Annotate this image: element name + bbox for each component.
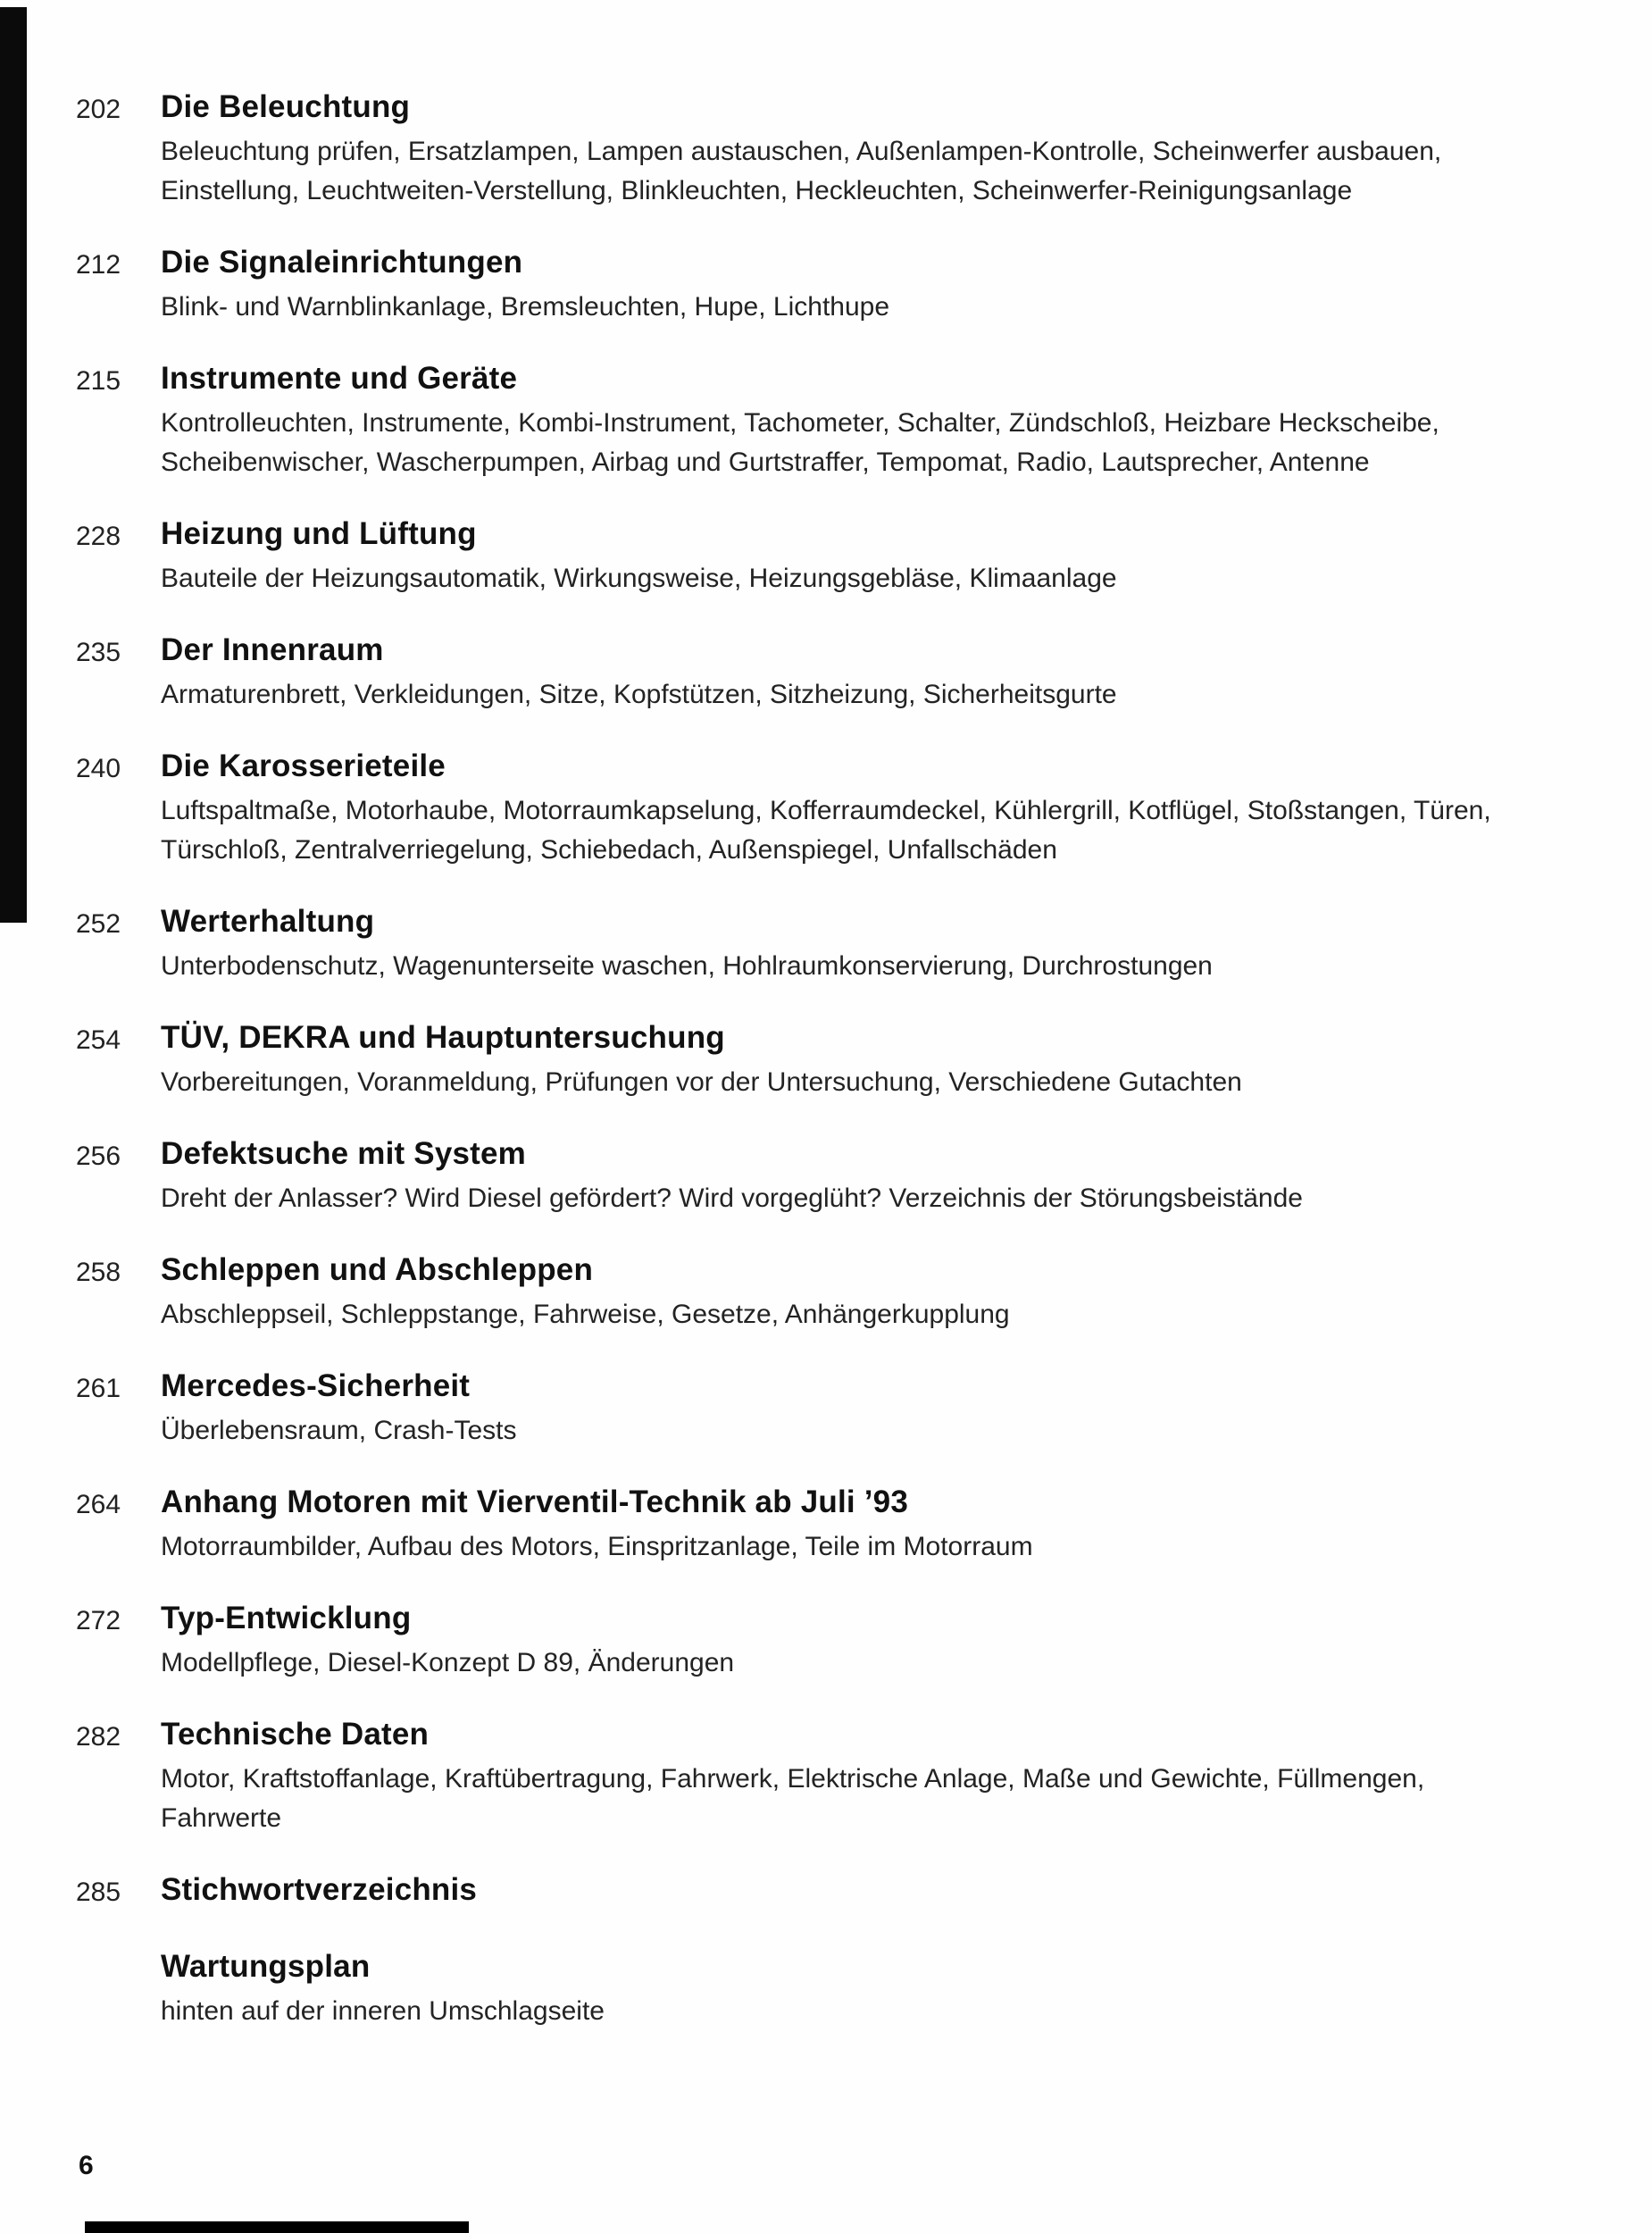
toc-entry [76, 245, 1509, 327]
toc-entry-description: Blink- und Warnblinkanlage, Bremsleuchten, Hupe, Lichthupe [161, 292, 890, 322]
toc-entry [76, 1949, 1509, 2031]
toc-entry-title: Technische Daten [161, 1717, 430, 1752]
toc-entry-page-number: 235 [76, 638, 121, 667]
toc-entry-content [161, 245, 1509, 327]
toc-entry-page-number: 254 [76, 1025, 121, 1055]
toc-entry-title: TÜV, DEKRA und Hauptuntersuchung [161, 1020, 725, 1055]
toc-entry-page-number: 202 [76, 95, 121, 124]
toc-entry-title: Stichwortverzeichnis [161, 1872, 478, 1907]
toc-entry-page-number: 285 [76, 1878, 121, 1907]
toc-entry-page-number: 261 [76, 1374, 121, 1403]
toc-entry-content [161, 361, 1509, 482]
toc-entry-description: Kontrolleuchten, Instrumente, Kombi-Instrument, Tachometer, Schalter, Zündschloß, Heizbare Heckscheibe, Scheibenwischer, Wascherpumpen, Airbag und Gurtstraffer, Tempomat, Radio, Lautsprecher, Antenne [161, 408, 1439, 477]
toc-entry-page-number: 264 [76, 1490, 121, 1519]
toc-entry-content [161, 89, 1509, 211]
toc-entry [76, 1872, 1509, 1915]
toc-entry-content [161, 1252, 1509, 1334]
toc-entry-page-number: 258 [76, 1258, 121, 1287]
toc-entry [76, 1717, 1509, 1838]
toc-entry-title: Der Innenraum [161, 632, 384, 667]
toc-entry [76, 904, 1509, 986]
toc-entry [76, 1368, 1509, 1451]
toc-entry-page-number: 272 [76, 1606, 121, 1635]
toc-entry-description: Luftspaltmaße, Motorhaube, Motorraumkapselung, Kofferraumdeckel, Kühlergrill, Kotflügel, Stoßstangen, Türen, Türschloß, Zentralverriegelung, Schiebedach, Außenspiegel, Unfallschäden [161, 796, 1491, 865]
toc-entry-page-number: 228 [76, 522, 121, 551]
toc-entry [76, 89, 1509, 211]
toc-entry [76, 632, 1509, 715]
toc-entry-content [161, 1020, 1509, 1102]
toc-entry-title: Werterhaltung [161, 904, 375, 939]
toc-entry-content [161, 632, 1509, 715]
toc-entry-title: Anhang Motoren mit Vierventil-Technik ab Juli ’93 [161, 1484, 908, 1519]
toc-entry-description: Motor, Kraftstoffanlage, Kraftübertragung, Fahrwerk, Elektrische Anlage, Maße und Gewichte, Füllmengen, Fahrwerte [161, 1764, 1425, 1833]
toc-entry-description: Dreht der Anlasser? Wird Diesel gefördert? Wird vorgeglüht? Verzeichnis der Störungsbeistände [161, 1183, 1303, 1213]
toc-entry-title: Wartungsplan [161, 1949, 371, 1984]
toc-entry-page-number: 240 [76, 754, 121, 783]
toc-entry-title: Instrumente und Geräte [161, 361, 518, 396]
toc-entry-content [161, 1484, 1509, 1567]
toc-list [76, 89, 1509, 2031]
toc-entry-description: Beleuchtung prüfen, Ersatzlampen, Lampen austauschen, Außenlampen-Kontrolle, Scheinwerfer ausbauen, Einstellung, Leuchtweiten-Verstellung, Blinkleuchten, Heckleuchten, Scheinwerfer-Reinigungsanlage [161, 137, 1442, 205]
toc-entry-title: Mercedes-Sicherheit [161, 1368, 471, 1403]
toc-entry [76, 1136, 1509, 1218]
toc-entry-content [161, 1872, 1509, 1915]
toc-entry-title: Typ-Entwicklung [161, 1601, 412, 1635]
toc-entry-description: Motorraumbilder, Aufbau des Motors, Einspritzanlage, Teile im Motorraum [161, 1532, 1033, 1561]
toc-entry-content [161, 516, 1509, 598]
toc-entry [76, 361, 1509, 482]
toc-entry-description: Abschleppseil, Schleppstange, Fahrweise, Gesetze, Anhängerkupplung [161, 1300, 1010, 1329]
toc-entry-content [161, 1601, 1509, 1683]
toc-entry-description: Überlebensraum, Crash-Tests [161, 1416, 517, 1445]
toc-entry [76, 1252, 1509, 1334]
toc-entry-description: Armaturenbrett, Verkleidungen, Sitze, Kopfstützen, Sitzheizung, Sicherheitsgurte [161, 680, 1117, 709]
toc-entry-content [161, 749, 1509, 870]
toc-entry [76, 1601, 1509, 1683]
toc-entry-description: Unterbodenschutz, Wagenunterseite waschen, Hohlraumkonservierung, Durchrostungen [161, 951, 1213, 981]
toc-entry-description: Bauteile der Heizungsautomatik, Wirkungsweise, Heizungsgebläse, Klimaanlage [161, 564, 1117, 593]
toc-entry-title: Die Karosserieteile [161, 749, 446, 783]
toc-entry-content [161, 904, 1509, 986]
toc-entry-page-number: 256 [76, 1142, 121, 1171]
toc-entry [76, 1020, 1509, 1102]
toc-entry-page-number: 252 [76, 909, 121, 939]
toc-entry-description: Vorbereitungen, Voranmeldung, Prüfungen vor der Untersuchung, Verschiedene Gutachten [161, 1067, 1242, 1097]
page-number: 6 [79, 2151, 94, 2180]
toc-entry-title: Die Beleuchtung [161, 89, 411, 124]
toc-entry-page-number [76, 1949, 161, 2031]
toc-entry-title: Die Signaleinrichtungen [161, 245, 523, 280]
toc-entry-title: Defektsuche mit System [161, 1136, 527, 1171]
toc-entry-content [161, 1368, 1509, 1451]
toc-entry-content [161, 1717, 1509, 1838]
toc-entry-description: Modellpflege, Diesel-Konzept D 89, Änderungen [161, 1648, 735, 1677]
toc-entry-title: Schleppen und Abschleppen [161, 1252, 594, 1287]
toc-entry-content [161, 1136, 1509, 1218]
toc-entry [76, 516, 1509, 598]
toc-entry-page-number: 215 [76, 366, 121, 396]
toc-entry-content [161, 1949, 1509, 2031]
toc-entry-page-number: 212 [76, 250, 121, 280]
toc-entry [76, 749, 1509, 870]
toc-entry-title: Heizung und Lüftung [161, 516, 477, 551]
toc-entry [76, 1484, 1509, 1567]
toc-entry-description: hinten auf der inneren Umschlagseite [161, 1996, 605, 2026]
scan-artifact-bottom-bar [85, 2221, 469, 2233]
toc-entry-page-number: 282 [76, 1722, 121, 1752]
scan-artifact-left-bar [0, 7, 27, 923]
